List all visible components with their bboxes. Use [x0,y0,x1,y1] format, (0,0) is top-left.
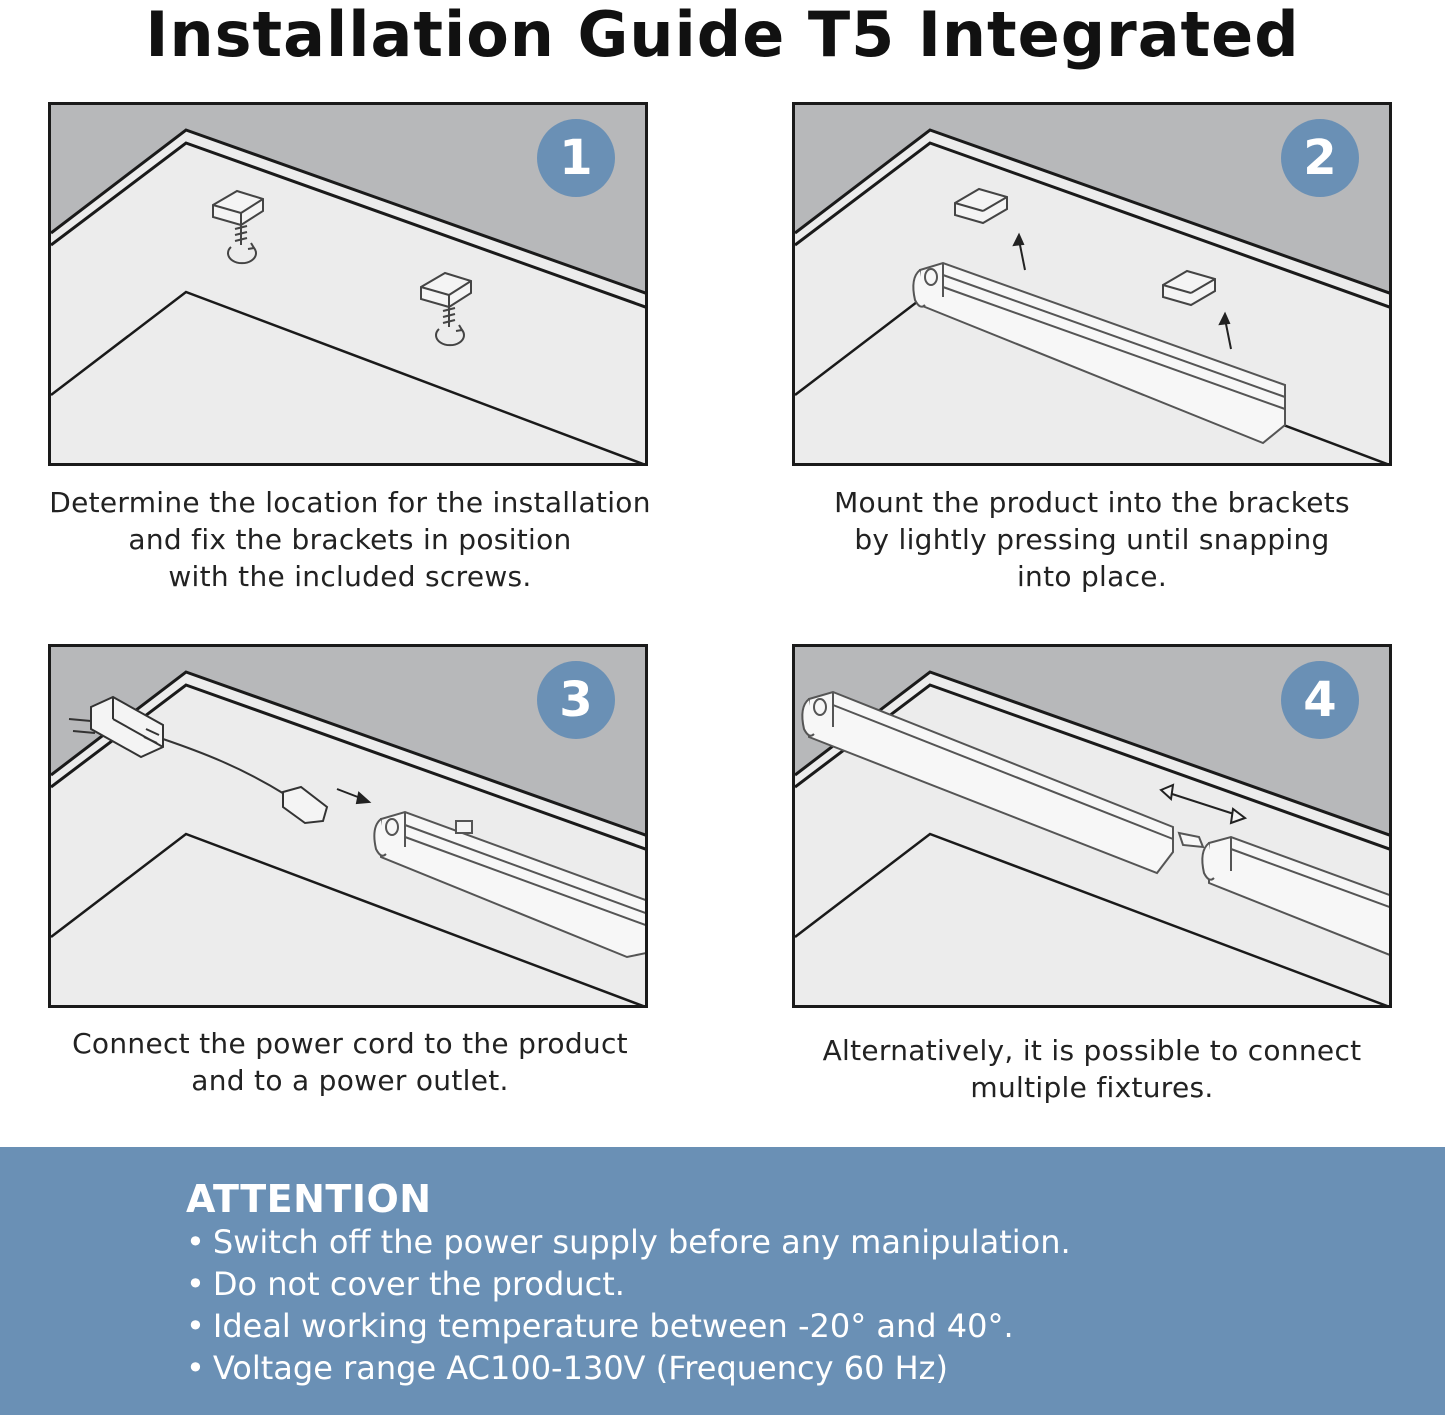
caption-line: and fix the brackets in position [128,523,572,556]
step-1-illustration [48,102,648,466]
caption-line: by lightly pressing until snapping [854,523,1330,556]
caption-line: Determine the location for the installation [49,486,651,519]
step-3-illustration [48,644,648,1008]
step-4-illustration [792,644,1392,1008]
caption-line: Mount the product into the brackets [834,486,1350,519]
caption-line: multiple fixtures. [970,1071,1214,1104]
step-number-badge: 3 [537,661,615,739]
step-2-illustration [792,102,1392,466]
caption-line: and to a power outlet. [191,1064,509,1097]
attention-item: • Do not cover the product. [186,1263,1071,1305]
attention-list [186,1221,1071,1389]
page-title: Installation Guide T5 Integrated [145,0,1300,71]
step-number-badge: 1 [537,119,615,197]
attention-item: • Ideal working temperature between -20° and 40°. [186,1305,1071,1347]
caption-line: with the included screws. [168,560,532,593]
attention-item: • Switch off the power supply before any manipulation. [186,1221,1071,1263]
attention-banner [0,1147,1445,1415]
caption-line: Alternatively, it is possible to connect [822,1034,1362,1067]
step-number-badge: 4 [1281,661,1359,739]
attention-heading: ATTENTION [186,1177,432,1221]
caption-line: into place. [1016,560,1168,593]
caption-line: Connect the power cord to the product [72,1027,628,1060]
step-1-caption [10,484,690,595]
attention-item: • Voltage range AC100-130V (Frequency 60 Hz) [186,1347,1071,1389]
step-2-caption [752,484,1432,595]
step-4-caption [752,1032,1432,1106]
step-3-caption [10,1025,690,1099]
step-number-badge: 2 [1281,119,1359,197]
